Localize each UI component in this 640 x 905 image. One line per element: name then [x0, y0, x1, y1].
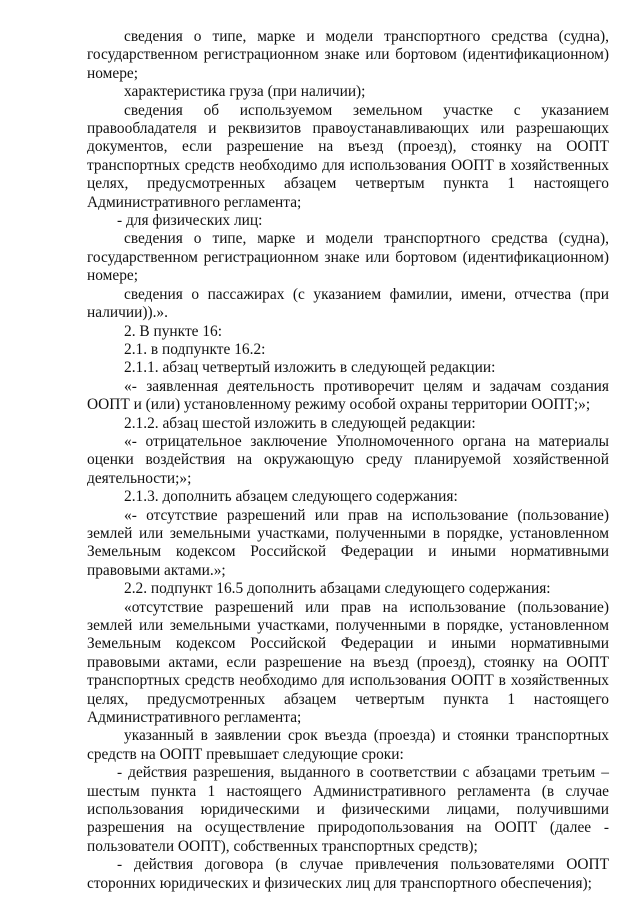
paragraph-item-2-1-1: 2.1.1. абзац четвертый изложить в следующей редакции:: [124, 359, 496, 377]
paragraph-item-2-1: 2.1. в подпункте 16.2:: [124, 340, 266, 358]
paragraph-quote-no-permits: «- отсутствие разрешений или прав на использование (пользование) землей или земельными участками, полученными в порядке, установленном Земельным кодексом Российской Федерации и иными нормативными правовыми актами.»;: [87, 506, 609, 579]
paragraph-individuals-heading: - для физических лиц:: [117, 212, 263, 230]
paragraph-passengers: сведения о пассажирах (с указанием фамилии, имени, отчества (при наличии)).».: [87, 285, 609, 322]
paragraph-permit-validity: - действия разрешения, выданного в соответствии с абзацами третьим – шестым пункта 1 настоящего Административного регламента (в случае использования юридическими и физическими лицами, получившими разрешения на осуществление природопользования на ООПТ (далее - пользователи ООПТ), собственных транспортных средств);: [87, 764, 609, 855]
paragraph-vehicle-info-legal: сведения о типе, марке и модели транспортного средства (судна), государственном регистрационном знаке или бортовом (идентификационном) номере;: [87, 28, 609, 82]
paragraph-entry-term: указанный в заявлении срок въезда (проезда) и стоянки транспортных средств на ООПТ превышает следующие сроки:: [87, 727, 609, 763]
paragraph-item-2-1-3: 2.1.3. дополнить абзацем следующего содержания:: [124, 488, 458, 506]
paragraph-land-plot: сведения об используемом земельном участке с указанием правообладателя и реквизитов правоустанавливающих или разрешающих документов, если разрешение на въезд (проезд), стоянку на ООПТ транспортных средств необходимо для использования ООПТ в хозяйственных целях, предусмотренных абзацем четвертым пункта 1 настоящего Административного регламента;: [87, 101, 609, 211]
paragraph-quote-activity: «- заявленная деятельность противоречит целям и задачам создания ООПТ и (или) установленному режиму особой охраны территории ООПТ;»;: [87, 377, 609, 414]
paragraph-cargo: характеристика груза (при наличии);: [124, 83, 366, 101]
paragraph-quote-negative-conclusion: «- отрицательное заключение Уполномоченного органа на материалы оценки воздействия на окружающую среду планируемой хозяйственной деятельности;»;: [87, 432, 609, 487]
paragraph-contract-validity: - действия договора (в случае привлечения пользователями ООПТ сторонних юридических и физических лиц для транспортного обеспечения);: [87, 856, 609, 892]
document-body: [87, 28, 609, 893]
paragraph-vehicle-info-individuals: сведения о типе, марке и модели транспортного средства (судна), государственном регистрационном знаке или бортовом (идентификационном) номере;: [87, 230, 609, 285]
paragraph-item-2: 2. В пункте 16:: [124, 322, 223, 340]
paragraph-item-2-2: 2.2. подпункт 16.5 дополнить абзацами следующего содержания:: [124, 580, 551, 598]
paragraph-quote-no-permits-economic: «отсутствие разрешений или прав на использование (пользование) землей или земельными участками, полученными в порядке, установленном Земельным кодексом Российской Федерации и иными нормативными правовыми актами, если разрешение на въезд (проезд), стоянку на ООПТ транспортных средств необходимо для использования ООПТ в хозяйственных целях, предусмотренных абзацем четвертым пункта 1 настоящего Административного регламента;: [87, 598, 609, 727]
paragraph-item-2-1-2: 2.1.2. абзац шестой изложить в следующей редакции:: [124, 414, 476, 432]
